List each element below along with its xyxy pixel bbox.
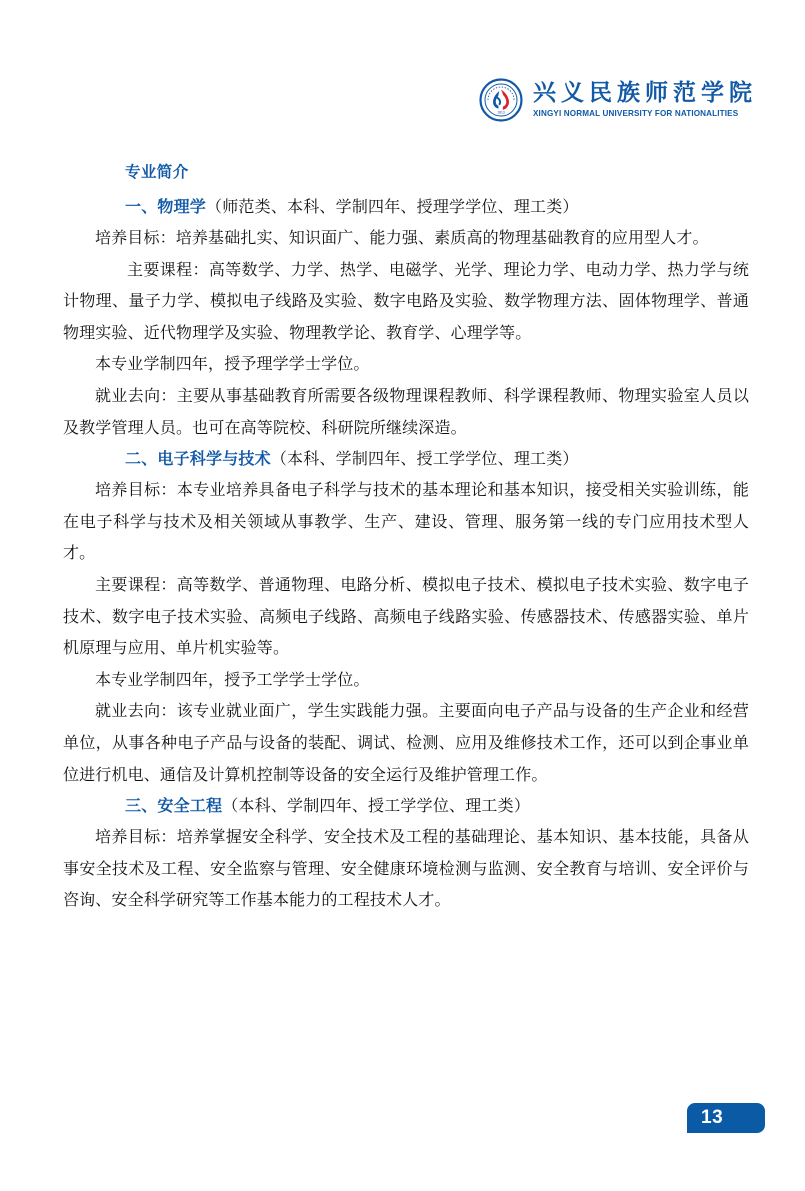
- major-attributes-3: （本科、学制四年、授工学学位、理工类）: [222, 796, 531, 816]
- major-number-3: 三、: [125, 796, 158, 816]
- university-name-en: XINGYI NORMAL UNIVERSITY FOR NATIONALITIES: [533, 108, 739, 118]
- major-1-paragraph-4: 就业去向：主要从事基础教育所需要各级物理课程教师、科学课程教师、物理实验室人员以及教学管理人员。也可在高等院校、科研院所继续深造。: [63, 385, 749, 437]
- major-attributes-2: （本科、学制四年、授工学学位、理工类）: [270, 449, 579, 469]
- major-heading-3: [125, 790, 749, 821]
- major-1-paragraph-3: 本专业学制四年，授予理学学士学位。: [95, 354, 370, 374]
- major-2-paragraph-3: 本专业学制四年，授予工学学士学位。: [95, 669, 370, 689]
- major-1-paragraph-1: 培养目标：培养基础扎实、知识面广、能力强、素质高的物理基础教育的应用型人才。: [95, 228, 709, 247]
- major-number-2: 二、: [125, 449, 158, 469]
- page-number-badge: 13: [687, 1103, 765, 1133]
- svg-text:1813: 1813: [497, 110, 505, 115]
- university-name-block: [533, 79, 757, 118]
- major-2-paragraph-1: 培养目标：本专业培养具备电子科学与技术的基本理论和基本知识，接受相关实验训练，能在电子科学与技术及相关领域从事教学、生产、建设、管理、服务第一线的专门应用技术型人才。: [63, 480, 749, 563]
- major-heading-2: [125, 443, 749, 474]
- major-attributes-1: （师范类、本科、学制四年、授理学学位、理工类）: [206, 197, 579, 216]
- major-name-1: 物理学: [157, 197, 207, 216]
- major-number-1: 一、: [125, 197, 158, 216]
- major-3-paragraph-1: 培养目标：培养掌握安全科学、安全技术及工程的基础理论、基本知识、基本技能，具备从事安全技术及工程、安全监察与管理、安全健康环境检测与监测、安全教育与培训、安全评价与咨询、安全科学研究等工作基本能力的工程技术人才。: [63, 827, 749, 910]
- major-heading-1: [125, 191, 749, 222]
- major-1-paragraph-2: 主要课程：高等数学、力学、热学、电磁学、光学、理论力学、电动力学、热力学与统计物理、量子力学、模拟电子线路及实验、数字电路及实验、数学物理方法、固体物理学、普通物理实验、近代物理学及实验、物理教学论、教育学、心理学等。: [63, 259, 749, 342]
- page-title: 专业简介: [125, 163, 189, 181]
- major-name-2: 电子科学与技术: [157, 449, 271, 469]
- major-name-3: 安全工程: [157, 796, 223, 816]
- university-seal-icon: [479, 78, 523, 122]
- university-logo-header: [479, 78, 757, 122]
- page-content: [63, 160, 749, 916]
- major-2-paragraph-2: 主要课程：高等数学、普通物理、电路分析、模拟电子技术、模拟电子技术实验、数字电子技术、数字电子技术实验、高频电子线路、高频电子线路实验、传感器技术、传感器实验、单片机原理与应用、单片机实验等。: [63, 574, 749, 658]
- university-name-cn: 兴义民族师范学院: [533, 79, 757, 106]
- major-2-paragraph-4: 就业去向：该专业就业面广，学生实践能力强。主要面向电子产品与设备的生产企业和经营单位，从事各种电子产品与设备的装配、调试、检测、应用及维修技术工作，还可以到企事业单位进行机电、通信及计算机控制等设备的安全运行及维护管理工作。: [63, 701, 749, 784]
